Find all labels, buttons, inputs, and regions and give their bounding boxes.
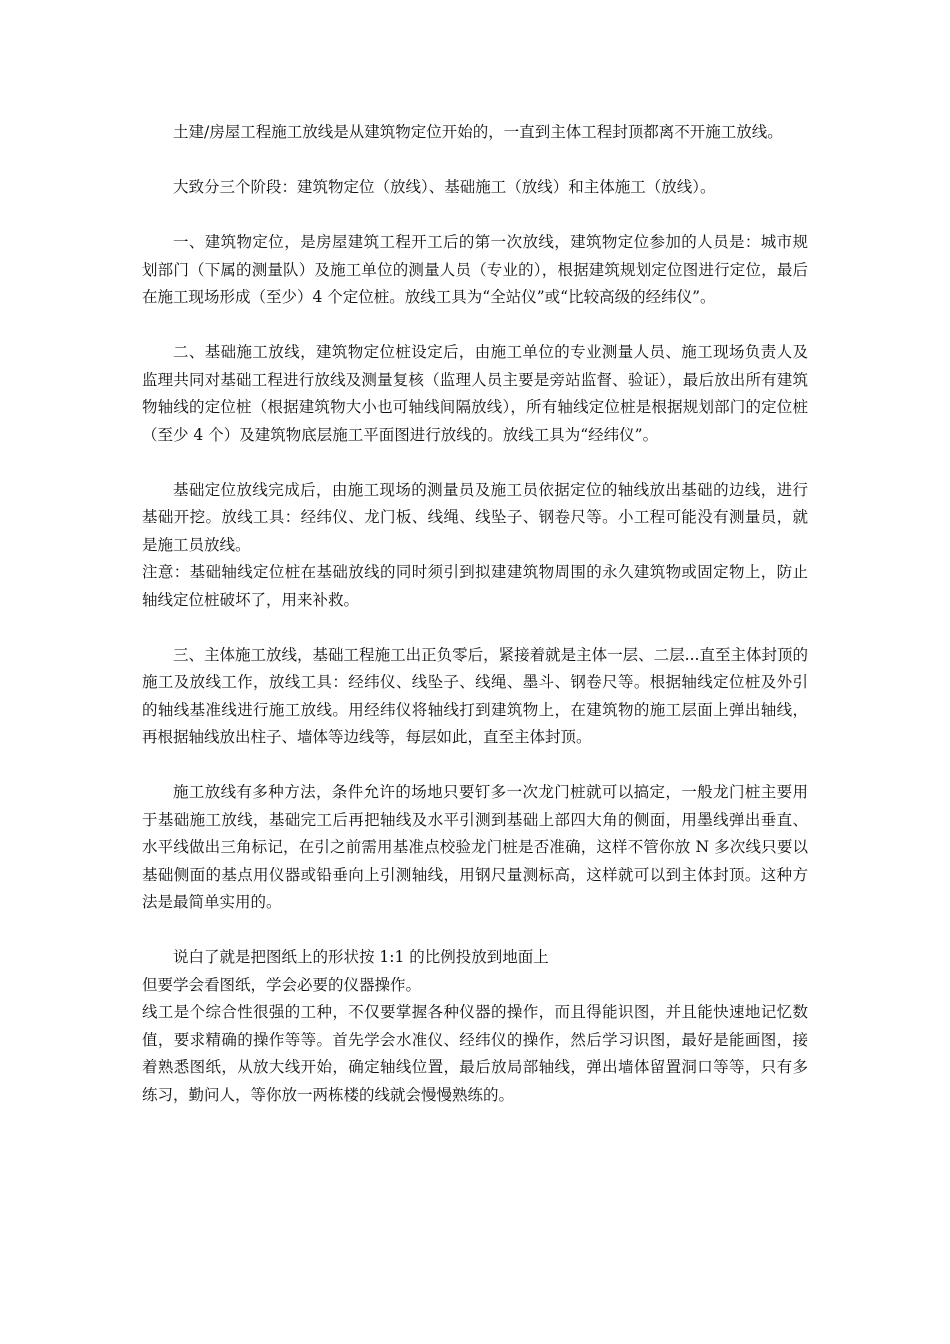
paragraph-main-structure-layout: 三、主体施工放线，基础工程施工出正负零后，紧接着就是主体一层、二层...直至主体封顶的施工及放线工作，放线工具：经纬仪、线坠子、线绳、墨斗、钢卷尺等。根据轴线定位桩及外引的轴线基准线进行施工放线。用经纬仪将轴线打到建筑物上，在建筑物的施工层面上弹出轴线，再根据轴线放出柱子、墙体等边线等，每层如此，直至主体封顶。 xyxy=(142,645,808,746)
paragraph-foundation-layout: 二、基础施工放线，建筑物定位桩设定后，由施工单位的专业测量人员、施工现场负责人及监理共同对基础工程进行放线及测量复核（监理人员主要是旁站监督、验证），最后放出所有建筑物轴线的定位桩（根据建筑物大小也可轴线间隔放线），所有轴线定位桩是根据规划部门的定位桩（至少 4 个）及建筑物底层施工平面图进行放线的。放线工具为“经纬仪”。 xyxy=(142,343,808,444)
paragraph-layout-methods: 施工放线有多种方法，条件允许的场地只要钉多一次龙门桩就可以搞定，一般龙门桩主要用于基础施工放线，基础完工后再把轴线及水平引测到基础上部四大角的侧面，用墨线弹出垂直、水平线做出三角标记，在引之前需用基准点校验龙门桩是否准确，这样不管你放 N 多次线只要以基础侧面的基点用仪器或铅垂向上引测轴线，用钢尺量测标高，这样就可以到主体封顶。这种方法是最简单实用的。 xyxy=(142,783,808,911)
paragraph-surveyor-skills: 线工是个综合性很强的工种，不仅要掌握各种仪器的操作，而且得能识图，并且能快速地记忆数值，要求精确的操作等等。首先学会水准仪、经纬仪的操作，然后学习识图，最好是能画图，接着熟悉图纸，从放大线开始，确定轴线位置，最后放局部轴线，弹出墙体留置洞口等等，只有多练习，勤问人，等你放一两栋楼的线就会慢慢熟练的。 xyxy=(142,1003,808,1104)
paragraph-three-stages: 大致分三个阶段：建筑物定位（放线）、基础施工（放线）和主体施工（放线）。 xyxy=(173,178,716,196)
paragraph-foundation-excavation: 基础定位放线完成后，由施工现场的测量员及施工员依据定位的轴线放出基础的边线，进行基础开挖。放线工具：经纬仪、龙门板、线绳、线坠子、钢卷尺等。小工程可能没有测量员，就是施工员放线。 xyxy=(142,480,808,554)
document-body xyxy=(142,119,808,1109)
paragraph-note: 注意：基础轴线定位桩在基础放线的同时须引到拟建建筑物周围的永久建筑物或固定物上，防止轴线定位桩破坏了，用来补救。 xyxy=(142,563,808,609)
paragraph-building-positioning: 一、建筑物定位，是房屋建筑工程开工后的第一次放线，建筑物定位参加的人员是：城市规划部门（下属的测量队）及施工单位的测量人员（专业的），根据建筑规划定位图进行定位，最后在施工现场形成（至少）4 个定位桩。放线工具为“全站仪”或“比较高级的经纬仪”。 xyxy=(142,233,808,306)
paragraph-intro: 土建/房屋工程施工放线是从建筑物定位开始的，一直到主体工程封顶都离不开施工放线。 xyxy=(173,123,783,141)
paragraph-summary: 说白了就是把图纸上的形状按 1:1 的比例投放到地面上 xyxy=(173,948,549,966)
paragraph-learn-drawings: 但要学会看图纸，学会必要的仪器操作。 xyxy=(142,975,422,994)
